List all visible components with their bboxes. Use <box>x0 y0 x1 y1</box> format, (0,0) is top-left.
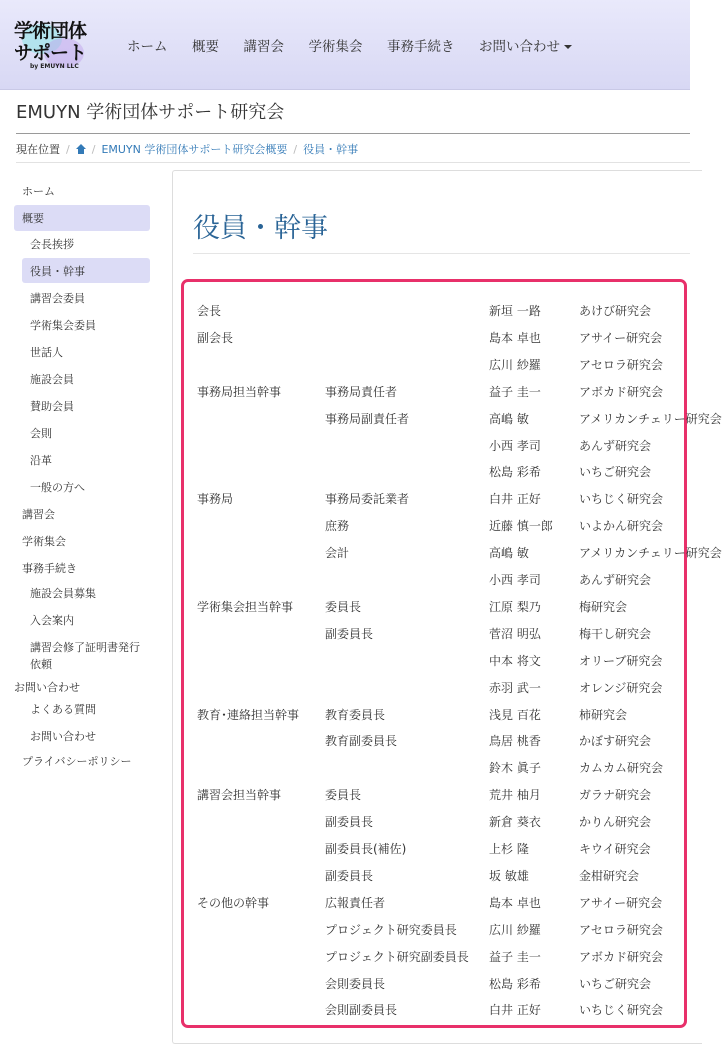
officer-category: 講習会担当幹事 <box>197 788 282 803</box>
breadcrumb <box>16 141 358 157</box>
officer-affiliation: オレンジ研究会 <box>579 680 663 695</box>
officer-name: 赤羽 武一 <box>489 680 541 695</box>
officer-affiliation: いちご研究会 <box>579 976 652 991</box>
officer-affiliation: 梅干し研究会 <box>579 626 652 641</box>
officer-name: 広川 紗羅 <box>489 922 541 937</box>
officer-affiliation: かりん研究会 <box>579 815 652 830</box>
officer-role: 委員長 <box>325 788 362 803</box>
officer-affiliation: オリーブ研究会 <box>579 653 663 668</box>
officer-affiliation: アセロラ研究会 <box>579 922 663 937</box>
officer-role: 会計 <box>325 546 350 561</box>
officer-role: 教育委員長 <box>325 707 386 722</box>
sidebar-item-membership[interactable]: 入会案内 <box>30 614 74 627</box>
sidebar-item-faq[interactable]: よくある質問 <box>30 703 96 716</box>
officer-role: 教育副委員長 <box>325 734 398 749</box>
officer-name: 島本 卓也 <box>489 330 541 345</box>
sidebar-item-history[interactable]: 沿革 <box>30 454 52 467</box>
officer-category: 副会長 <box>197 330 234 345</box>
officer-role: 会則副委員長 <box>325 1003 398 1018</box>
sidebar-item-bylaws[interactable]: 会則 <box>30 427 52 440</box>
officer-category: 事務局担当幹事 <box>197 384 282 399</box>
officer-affiliation: アメリカンチェリー研究会 <box>579 411 722 426</box>
breadcrumb-label: 現在位置 <box>16 143 60 156</box>
officer-name: 新倉 葵衣 <box>489 815 541 830</box>
officer-name: 松島 彩希 <box>489 465 541 480</box>
officer-affiliation: あけび研究会 <box>579 304 652 318</box>
officer-category: 会長 <box>197 304 222 318</box>
officer-name: 広川 紗羅 <box>489 357 541 372</box>
officer-affiliation: 柿研究会 <box>579 707 628 722</box>
officer-affiliation: いちじく研究会 <box>579 1003 664 1018</box>
logo-line-1: 学術団体 <box>14 20 87 42</box>
officer-affiliation: アサイー研究会 <box>579 895 663 910</box>
nav-contact-dropdown[interactable] <box>479 35 572 55</box>
officer-name: 近藤 慎一郎 <box>489 519 553 534</box>
sidebar-item-contact[interactable]: お問い合わせ <box>14 681 80 694</box>
officer-role: 委員長 <box>325 599 362 614</box>
nav-conference[interactable]: 学術集会 <box>308 39 363 55</box>
site-title: EMUYN 学術団体サポート研究会 <box>16 102 285 123</box>
sidebar-item-home[interactable]: ホーム <box>22 185 55 198</box>
officer-name: 小西 孝司 <box>489 573 541 587</box>
officer-name: 益子 圭一 <box>489 949 541 964</box>
nav-home[interactable]: ホーム <box>127 39 168 55</box>
officer-role: 広報責任者 <box>325 895 386 910</box>
officer-affiliation: いちご研究会 <box>579 465 652 480</box>
sidebar-item-certificate-cont[interactable]: 依頼 <box>30 658 52 671</box>
officer-role: 副委員長 <box>325 815 374 830</box>
officer-name: 浅見 百花 <box>489 707 541 722</box>
breadcrumb-current[interactable]: 役員・幹事 <box>303 143 359 156</box>
officer-affiliation: あんず研究会 <box>579 438 652 453</box>
sidebar-item-certificate[interactable]: 講習会修了証明書発行 <box>30 641 140 654</box>
logo-line-2: サポート <box>14 42 87 64</box>
officer-name: 高嶋 敏 <box>489 546 529 561</box>
sidebar-item-seminar-committee[interactable]: 講習会委員 <box>30 292 85 305</box>
sidebar-item-facility-recruit[interactable]: 施設会員募集 <box>30 587 96 600</box>
officer-affiliation: アセロラ研究会 <box>579 357 663 372</box>
logo-line-3: by EMUYN LLC <box>30 63 79 70</box>
sidebar-item-seminar[interactable]: 講習会 <box>22 508 55 521</box>
site-logo[interactable] <box>14 20 94 72</box>
officer-affiliation: アメリカンチェリー研究会 <box>579 546 722 561</box>
officer-name: 松島 彩希 <box>489 976 541 991</box>
officer-role: 副委員長 <box>325 868 374 883</box>
officer-name: 新垣 一路 <box>489 304 541 318</box>
officer-affiliation: いよかん研究会 <box>579 519 664 534</box>
officer-affiliation: 金柑研究会 <box>579 868 640 883</box>
title-divider <box>16 133 690 134</box>
officer-affiliation: キウイ研究会 <box>579 842 651 856</box>
officer-role: プロジェクト研究副委員長 <box>325 949 469 964</box>
page-title: 役員・幹事 <box>193 213 328 244</box>
officer-name: 白井 正好 <box>489 492 541 507</box>
caret-down-icon <box>564 45 572 49</box>
breadcrumb-separator: / <box>66 142 70 156</box>
officer-role: 事務局委託業者 <box>325 492 410 507</box>
page-title-divider <box>193 253 690 254</box>
officer-role: プロジェクト研究委員長 <box>325 922 457 937</box>
officer-name: 坂 敏雄 <box>489 868 529 883</box>
officer-name: 上杉 隆 <box>489 842 529 856</box>
officer-affiliation: あんず研究会 <box>579 573 652 587</box>
officer-role: 副委員長(補佐) <box>325 842 407 856</box>
nav-overview[interactable]: 概要 <box>192 39 219 55</box>
officer-name: 島本 卓也 <box>489 895 541 910</box>
nav-contact-label: お問い合わせ <box>479 39 560 55</box>
sidebar-item-inquiry[interactable]: お問い合わせ <box>30 730 96 743</box>
officer-role: 副委員長 <box>325 626 374 641</box>
officer-name: 高嶋 敏 <box>489 411 529 426</box>
sidebar-item-procedures[interactable]: 事務手続き <box>22 562 77 575</box>
breadcrumb-link-overview[interactable]: EMUYN 学術団体サポート研究会概要 <box>101 143 288 156</box>
sidebar-item-general-public[interactable]: 一般の方へ <box>30 481 85 494</box>
nav-seminar[interactable]: 講習会 <box>243 39 284 55</box>
sidebar-item-facility-members[interactable]: 施設会員 <box>30 373 74 386</box>
breadcrumb-divider <box>16 162 690 163</box>
officer-name: 白井 正好 <box>489 1003 541 1018</box>
officer-role: 事務局責任者 <box>325 384 398 399</box>
officer-name: 江原 梨乃 <box>489 599 541 614</box>
officer-table <box>181 279 722 1028</box>
officer-category: 学術集会担当幹事 <box>197 599 294 614</box>
officer-affiliation: カムカム研究会 <box>579 761 664 776</box>
sidebar-item-conference-committee[interactable]: 学術集会委員 <box>30 319 96 332</box>
officer-name: 小西 孝司 <box>489 438 541 453</box>
sidebar-item-coordinators[interactable]: 世話人 <box>30 346 63 359</box>
breadcrumb-separator: / <box>293 142 298 156</box>
main-nav <box>127 35 597 55</box>
sidebar-item-privacy[interactable]: プライバシーポリシー <box>22 755 132 768</box>
sidebar-item-greeting[interactable]: 会長挨拶 <box>30 238 74 251</box>
sidebar-item-overview[interactable]: 概要 <box>22 212 44 225</box>
officer-affiliation: 梅研究会 <box>579 599 628 614</box>
officer-affiliation: ガラナ研究会 <box>579 788 652 803</box>
home-icon[interactable] <box>76 144 86 154</box>
sidebar-item-supporting-members[interactable]: 賛助会員 <box>30 400 74 413</box>
officer-role: 庶務 <box>325 519 350 534</box>
officer-affiliation: アボカド研究会 <box>579 384 664 399</box>
officer-category: 事務局 <box>197 492 234 507</box>
officer-name: 鈴木 眞子 <box>489 761 541 776</box>
officer-name: 鳥居 桃香 <box>489 734 541 749</box>
officer-affiliation: いちじく研究会 <box>579 492 664 507</box>
officer-affiliation: アサイー研究会 <box>579 330 663 345</box>
officer-role: 会則委員長 <box>325 976 386 991</box>
officer-category: その他の幹事 <box>197 895 270 910</box>
officer-name: 中本 将文 <box>489 653 541 668</box>
officer-role: 事務局副責任者 <box>325 411 410 426</box>
nav-procedures[interactable]: 事務手続き <box>387 39 455 55</box>
officer-name: 益子 圭一 <box>489 384 541 399</box>
officer-category: 教育･連絡担当幹事 <box>197 707 300 722</box>
officer-affiliation: アボカド研究会 <box>579 949 664 964</box>
breadcrumb-separator: / <box>91 142 96 156</box>
sidebar-item-conference[interactable]: 学術集会 <box>22 535 66 548</box>
top-navbar <box>0 0 690 90</box>
officer-name: 菅沼 明弘 <box>489 626 541 641</box>
officer-name: 荒井 柚月 <box>489 788 541 803</box>
sidebar-item-officers[interactable]: 役員・幹事 <box>30 265 85 278</box>
officer-affiliation: かぼす研究会 <box>579 734 652 749</box>
